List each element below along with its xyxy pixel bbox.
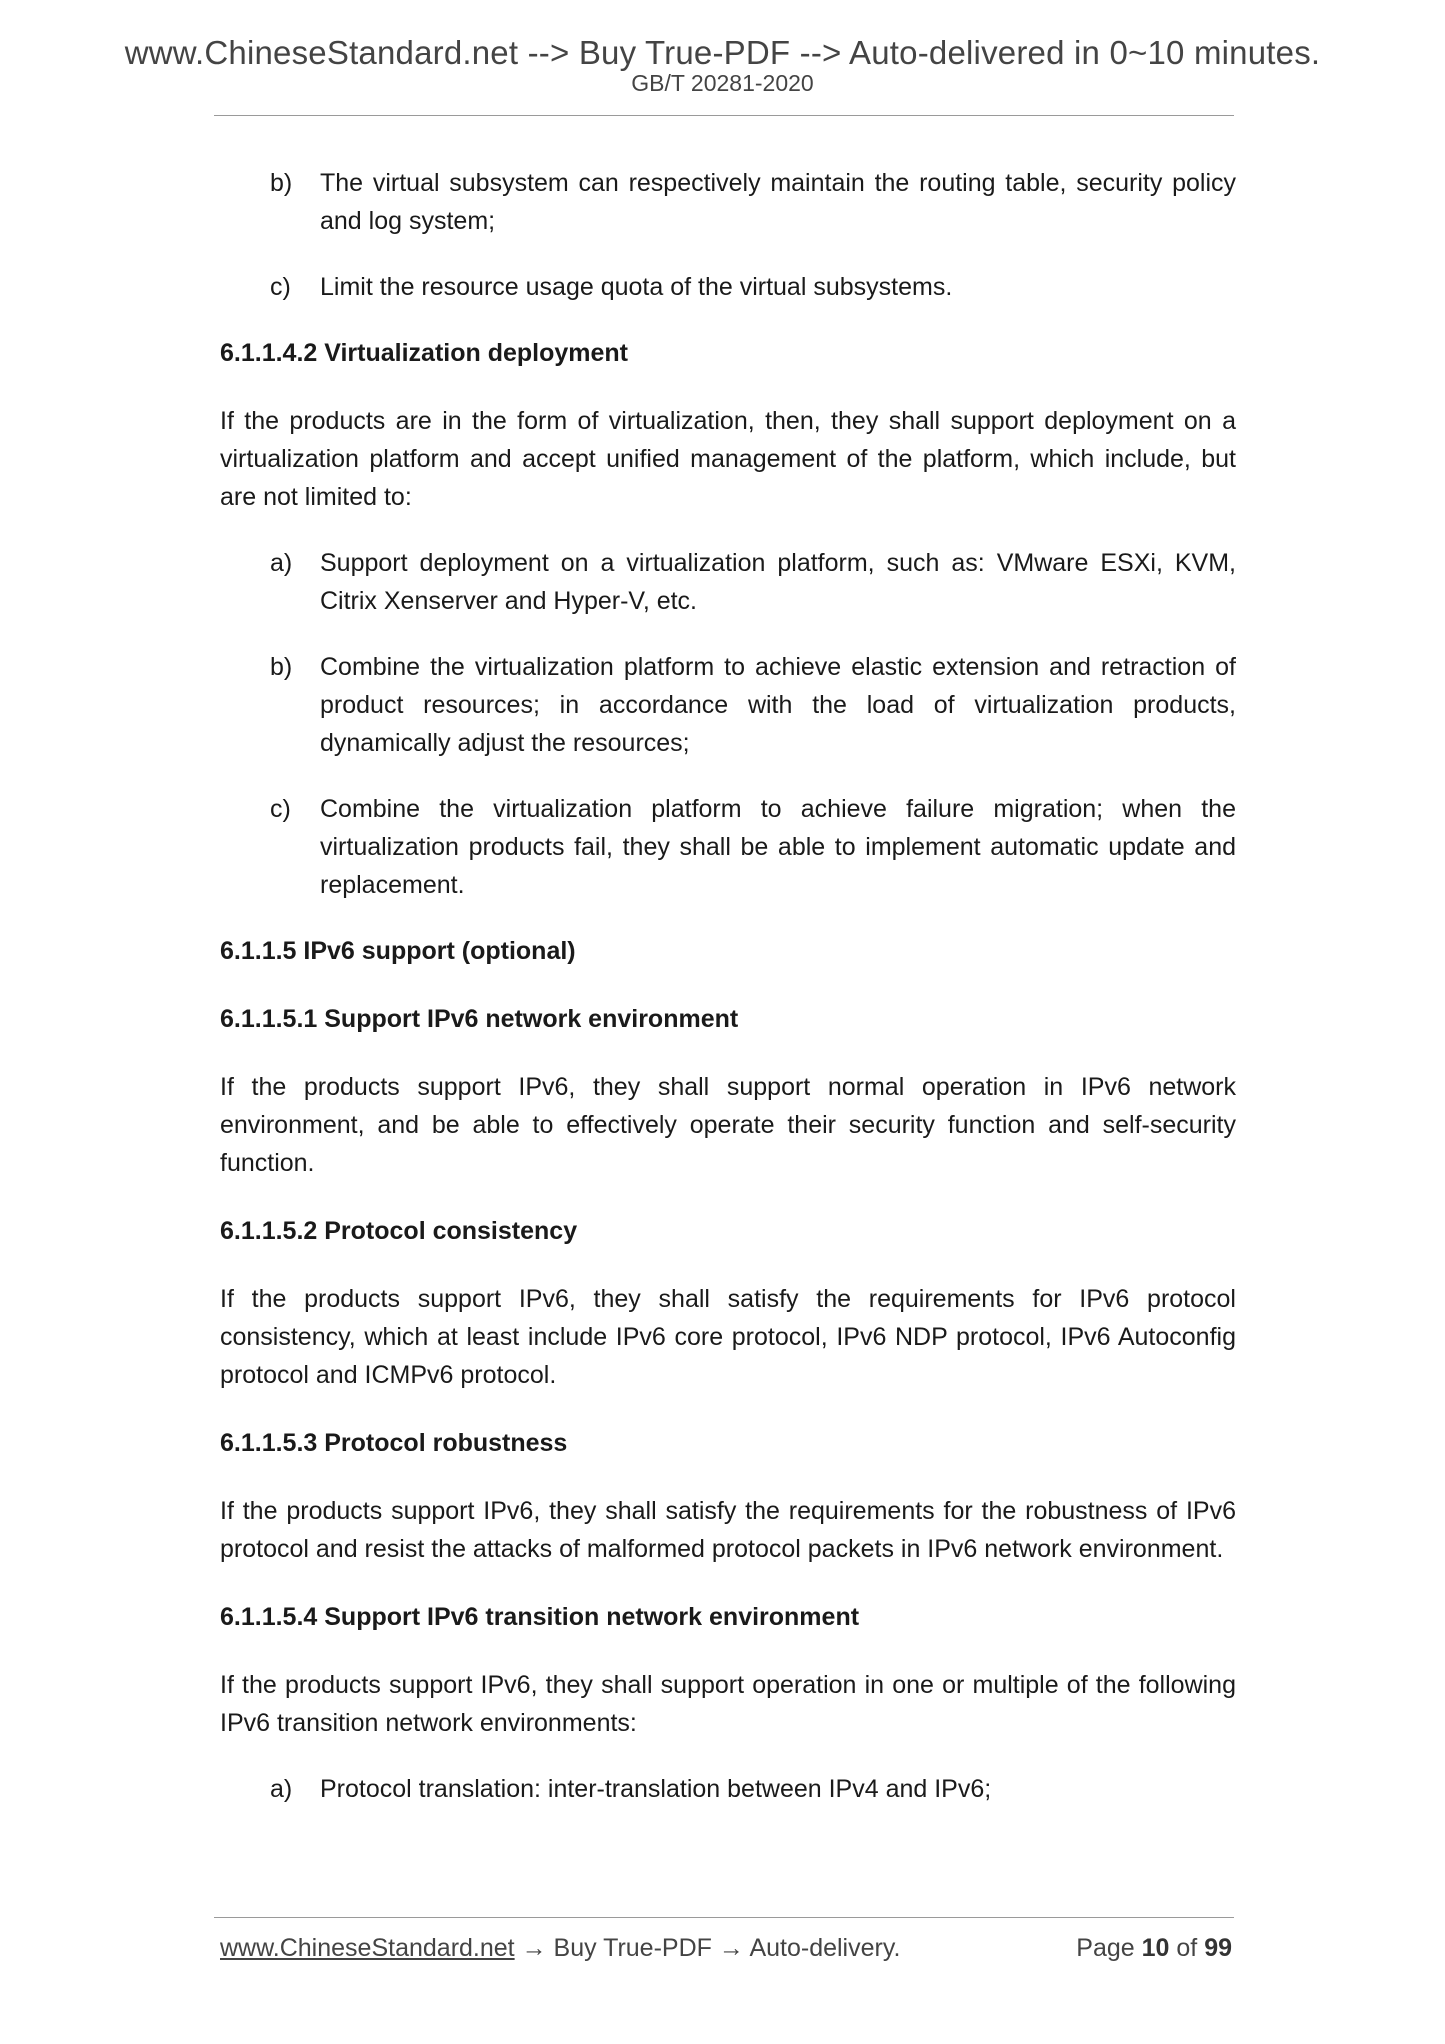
list-label: a): [270, 549, 293, 577]
page-label: Page: [1076, 1934, 1135, 1962]
document-body: [220, 164, 1236, 1808]
list-item: [270, 268, 1236, 306]
list-text: Combine the virtualization platform to achieve elastic extension and retraction of product resources; in accordance with the load of virtualization products, dynamically adjust the resources;: [320, 653, 1236, 757]
list-item: [270, 648, 1236, 762]
list-label: c): [270, 273, 291, 301]
list-text: Combine the virtualization platform to achieve failure migration; when the virtualization products fail, they shall be able to implement automatic update and replacement.: [320, 795, 1236, 899]
section-heading: 6.1.1.5.4 Support IPv6 transition network environment: [220, 1603, 860, 1631]
arrow-icon: →: [718, 1934, 744, 1962]
list-item: [270, 544, 1236, 620]
page-of-label: of: [1176, 1934, 1198, 1962]
list-item: [270, 1770, 1236, 1808]
standard-code: GB/T 20281-2020: [631, 70, 814, 96]
list-label: c): [270, 795, 291, 823]
page-current: 10: [1141, 1934, 1170, 1962]
footer-delivery-text: Auto-delivery.: [749, 1934, 901, 1962]
list-label: b): [270, 653, 293, 681]
footer-divider: [214, 1917, 1234, 1918]
list-item: [270, 164, 1236, 240]
section-heading: 6.1.1.4.2 Virtualization deployment: [220, 339, 628, 367]
list-text: Protocol translation: inter-translation between IPv4 and IPv6;: [320, 1775, 992, 1803]
footer-link[interactable]: www.ChineseStandard.net: [220, 1934, 515, 1962]
list-label: b): [270, 169, 293, 197]
list-text: Limit the resource usage quota of the virtual subsystems.: [320, 273, 953, 301]
page-total: 99: [1204, 1934, 1232, 1962]
footer-buy-text: Buy True-PDF: [553, 1934, 712, 1962]
paragraph: If the products support IPv6, they shall support normal operation in IPv6 network environment, and be able to effectively operate their security function and self-security function.: [220, 1073, 1236, 1177]
section-heading: 6.1.1.5.3 Protocol robustness: [220, 1429, 568, 1457]
section-heading: 6.1.1.5.2 Protocol consistency: [220, 1217, 578, 1245]
paragraph: If the products support IPv6, they shall support operation in one or multiple of the following IPv6 transition network environments:: [220, 1671, 1236, 1737]
list-item: [270, 790, 1236, 904]
page-footer: [220, 1934, 1232, 1968]
paragraph: If the products support IPv6, they shall satisfy the requirements for IPv6 protocol consistency, which at least include IPv6 core protocol, IPv6 NDP protocol, IPv6 Autoconfig protocol and ICMPv6 protocol.: [220, 1285, 1236, 1389]
list-label: a): [270, 1775, 293, 1803]
paragraph: If the products support IPv6, they shall satisfy the requirements for the robustness of IPv6 protocol and resist the attacks of malformed protocol packets in IPv6 network environment.: [220, 1497, 1236, 1563]
list-text: Support deployment on a virtualization platform, such as: VMware ESXi, KVM, Citrix Xenserver and Hyper-V, etc.: [320, 549, 1236, 615]
arrow-icon: →: [521, 1934, 547, 1962]
section-heading: 6.1.1.5.1 Support IPv6 network environment: [220, 1005, 739, 1033]
header-divider: [214, 115, 1234, 116]
paragraph: If the products are in the form of virtualization, then, they shall support deployment on a virtualization platform and accept unified management of the platform, which include, but are not limited to:: [220, 407, 1236, 511]
section-heading: 6.1.1.5 IPv6 support (optional): [220, 937, 576, 965]
list-text: The virtual subsystem can respectively maintain the routing table, security policy and log system;: [320, 169, 1236, 235]
site-banner[interactable]: www.ChineseStandard.net --> Buy True-PDF --> Auto-delivered in 0~10 minutes.: [124, 34, 1321, 71]
